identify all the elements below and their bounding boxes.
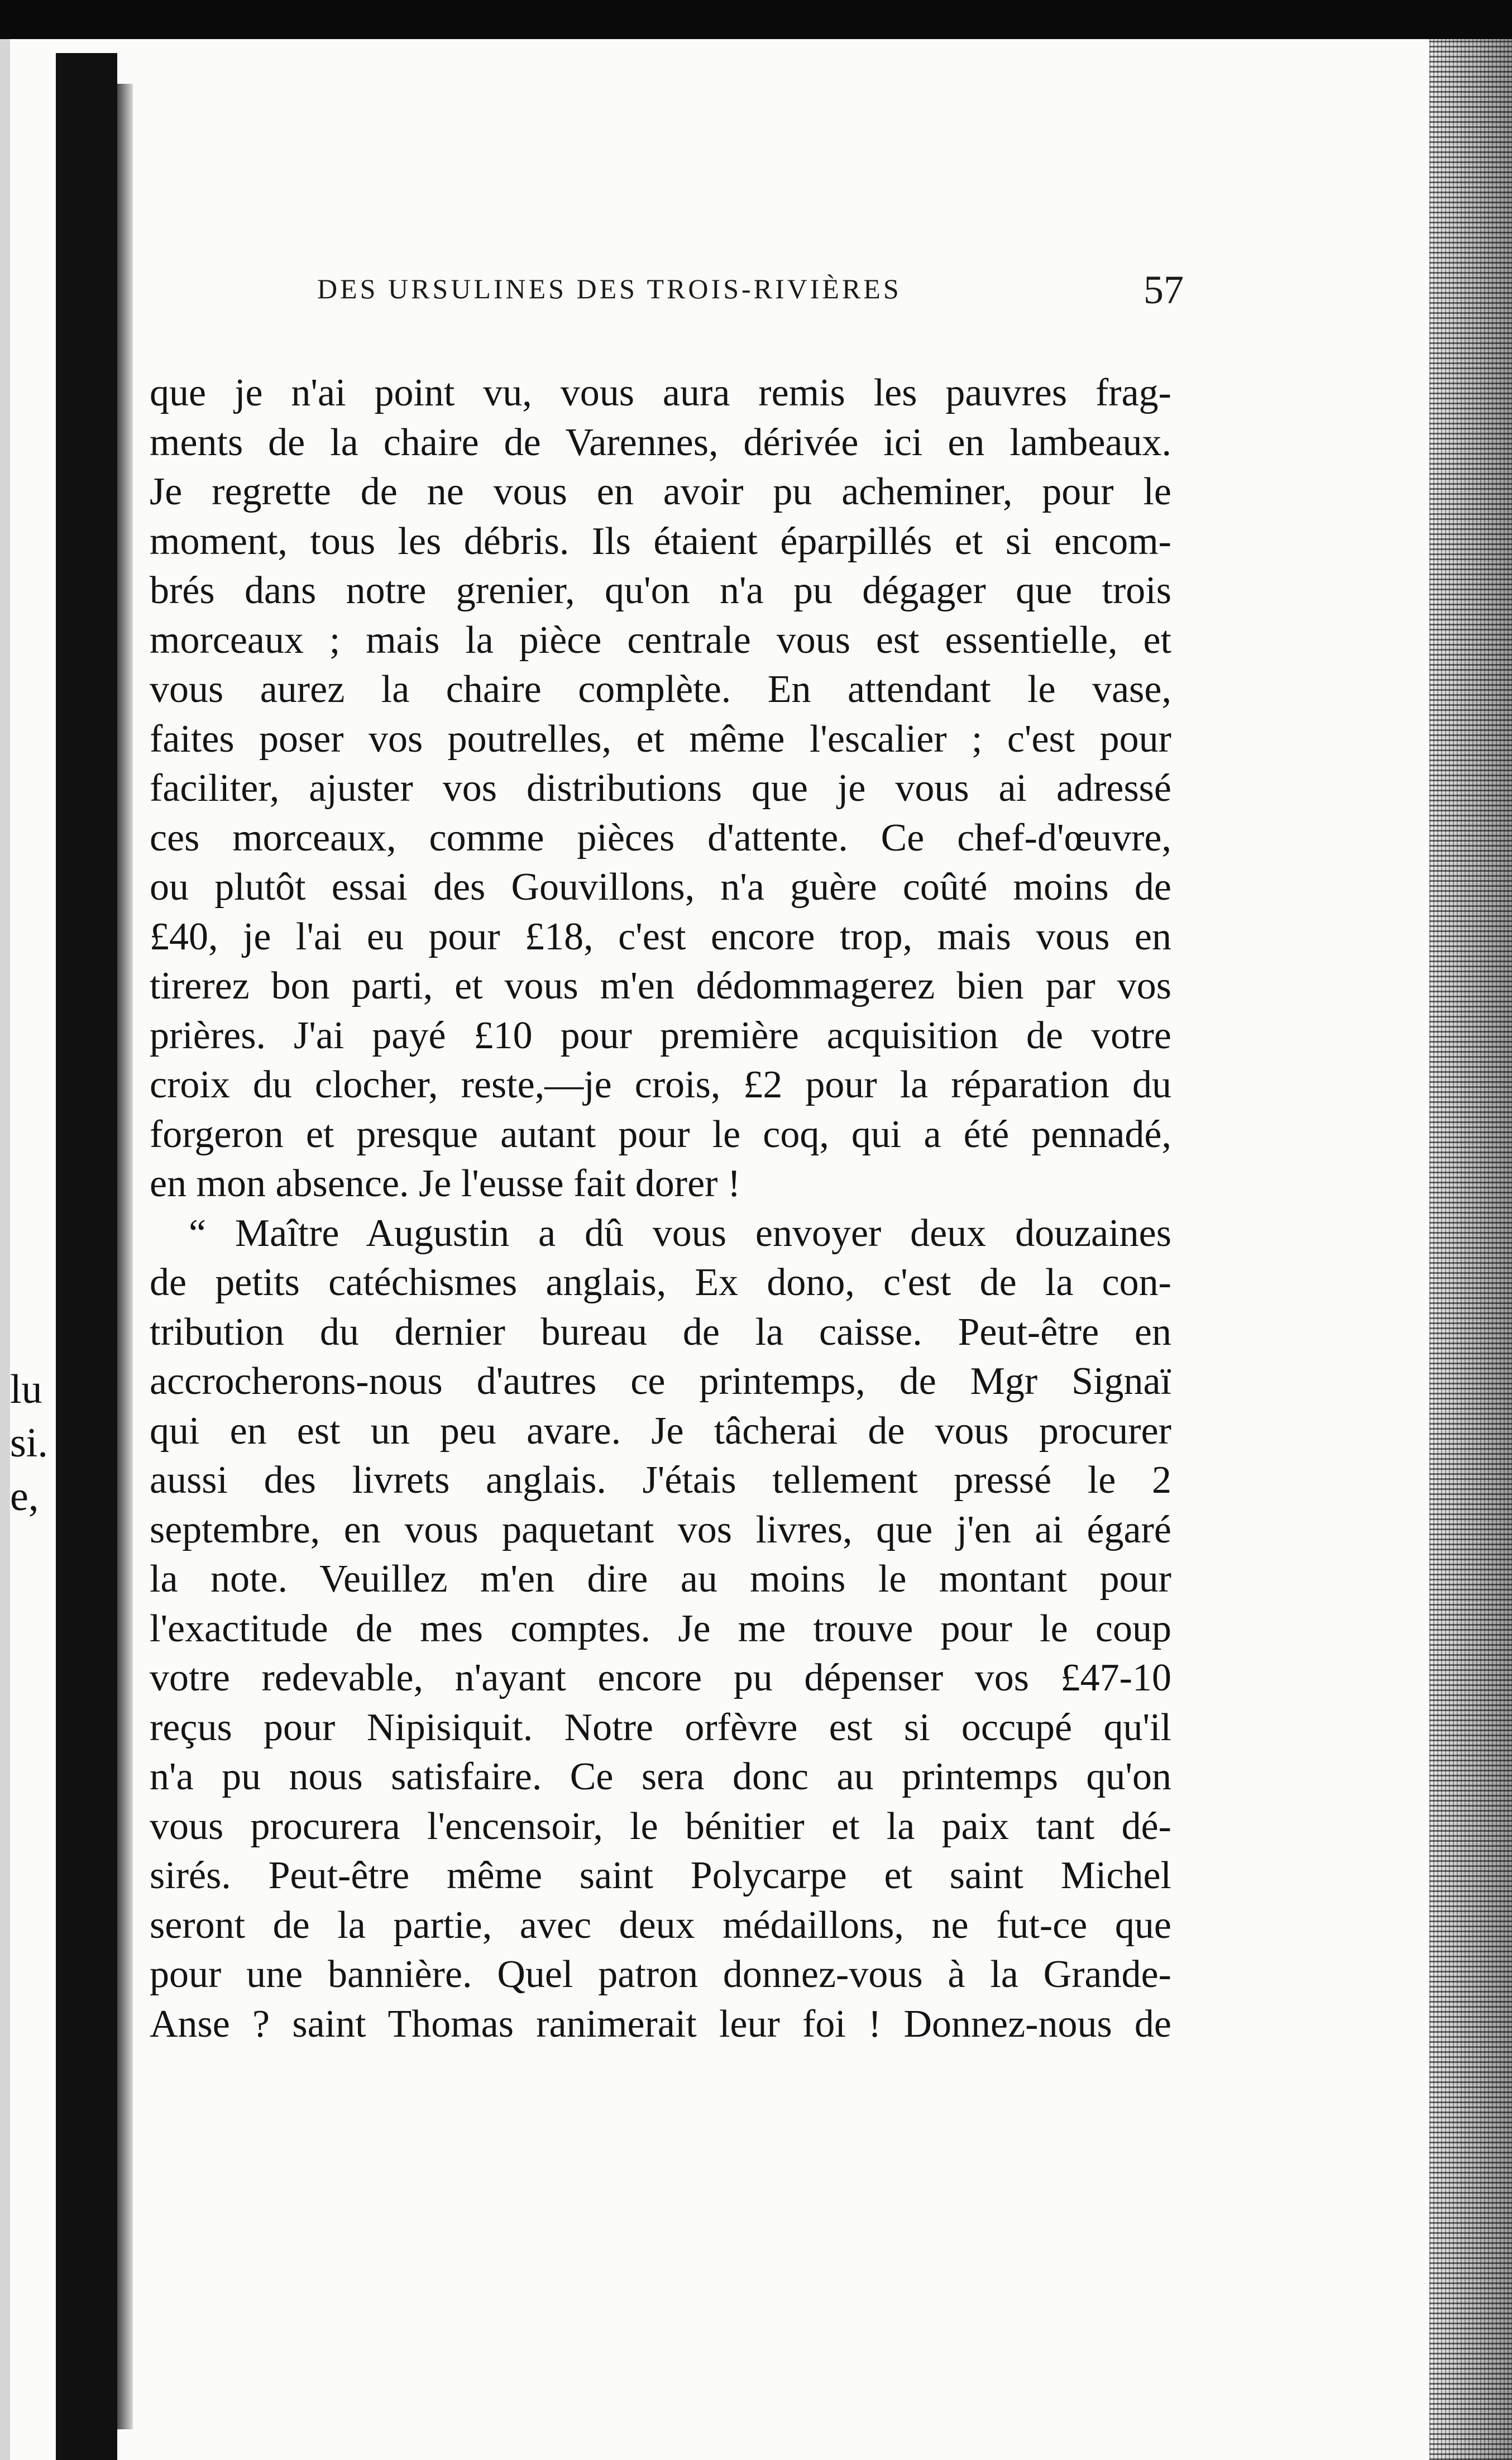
text-line: tribution du dernier bureau de la caisse. Peut-être en	[150, 1310, 1171, 1354]
binding-strip	[56, 53, 117, 2460]
paragraph-start-line: “ Maître Augustin a dû vous envoyer deux douzaines	[189, 1211, 1171, 1255]
text-line: n'a pu nous satisfaire. Ce sera donc au printemps qu'on	[150, 1755, 1171, 1798]
paragraph-end-line: en mon absence. Je l'eusse fait dorer !	[150, 1162, 741, 1205]
text-line: de petits catéchismes anglais, Ex dono, c'est de la con-	[150, 1261, 1171, 1304]
margin-bleed-line: si.	[10, 1420, 48, 1466]
text-line: accrocherons-nous d'autres ce printemps, de Mgr Signaï	[150, 1360, 1171, 1403]
margin-bleed-line: lu	[10, 1367, 42, 1412]
text-line: septembre, en vous paquetant vos livres, que j'en ai égaré	[150, 1508, 1171, 1551]
margin-bleed-line: e,	[10, 1474, 39, 1520]
text-line: ou plutôt essai des Gouvillons, n'a guère coûté moins de	[150, 866, 1171, 909]
text-line: Je regrette de ne vous en avoir pu acheminer, pour le	[150, 470, 1171, 513]
text-line: faciliter, ajuster vos distributions que je vous ai adressé	[150, 767, 1171, 810]
text-line: votre redevable, n'ayant encore pu dépenser vos £47-10	[150, 1656, 1171, 1699]
text-line: pour une bannière. Quel patron donnez-vous à la Grande-	[150, 1953, 1171, 1996]
text-line: ces morceaux, comme pièces d'attente. Ce chef-d'œuvre,	[150, 816, 1171, 859]
text-line: que je n'ai point vu, vous aura remis les pauvres frag-	[150, 371, 1171, 414]
text-line: reçus pour Nipisiquit. Notre orfèvre est si occupé qu'il	[150, 1706, 1171, 1749]
text-line: forgeron et presque autant pour le coq, qui a été pennadé,	[150, 1112, 1171, 1156]
text-line: tirerez bon parti, et vous m'en dédommagerez bien par vos	[150, 964, 1171, 1007]
binding-shadow	[117, 84, 133, 2429]
text-line: seront de la partie, avec deux médaillons, ne fut-ce que	[150, 1903, 1171, 1947]
text-line: ments de la chaire de Varennes, dérivée ici en lambeaux.	[150, 421, 1171, 464]
text-line: morceaux ; mais la pièce centrale vous est essentielle, et	[150, 618, 1171, 662]
page-number: 57	[1143, 268, 1184, 312]
text-line: qui en est un peu avare. Je tâcherai de vous procurer	[150, 1409, 1171, 1453]
text-line: sirés. Peut-être même saint Polycarpe et saint Michel	[150, 1854, 1171, 1897]
text-line: prières. J'ai payé £10 pour première acquisition de votre	[150, 1014, 1171, 1057]
text-line: la note. Veuillez m'en dire au moins le montant pour	[150, 1558, 1171, 1601]
text-line: l'exactitude de mes comptes. Je me trouve pour le coup	[150, 1607, 1171, 1650]
text-line: aussi des livrets anglais. J'étais tellement pressé le 2	[150, 1459, 1171, 1502]
text-line: croix du clocher, reste,—je crois, £2 pour la réparation du	[150, 1063, 1171, 1106]
text-line: Anse ? saint Thomas ranimerait leur foi ! Donnez-nous de	[150, 2002, 1171, 2046]
scan-left-edge	[0, 39, 10, 2460]
scan-top-border	[0, 0, 1512, 39]
text-line: vous aurez la chaire complète. En attendant le vase,	[150, 668, 1171, 711]
text-line: faites poser vos poutrelles, et même l'escalier ; c'est pour	[150, 717, 1171, 761]
text-line: brés dans notre grenier, qu'on n'a pu dégager que trois	[150, 569, 1171, 612]
body-text	[150, 369, 1171, 2049]
scan-right-edge	[1429, 39, 1512, 2460]
text-line: moment, tous les débris. Ils étaient éparpillés et si encom-	[150, 519, 1171, 563]
margin-bleed-text	[10, 1363, 56, 1523]
text-line: £40, je l'ai eu pour £18, c'est encore trop, mais vous en	[150, 915, 1171, 958]
running-head: DES URSULINES DES TROIS-RIVIÈRES	[317, 273, 902, 304]
text-line: vous procurera l'encensoir, le bénitier et la paix tant dé-	[150, 1804, 1171, 1848]
